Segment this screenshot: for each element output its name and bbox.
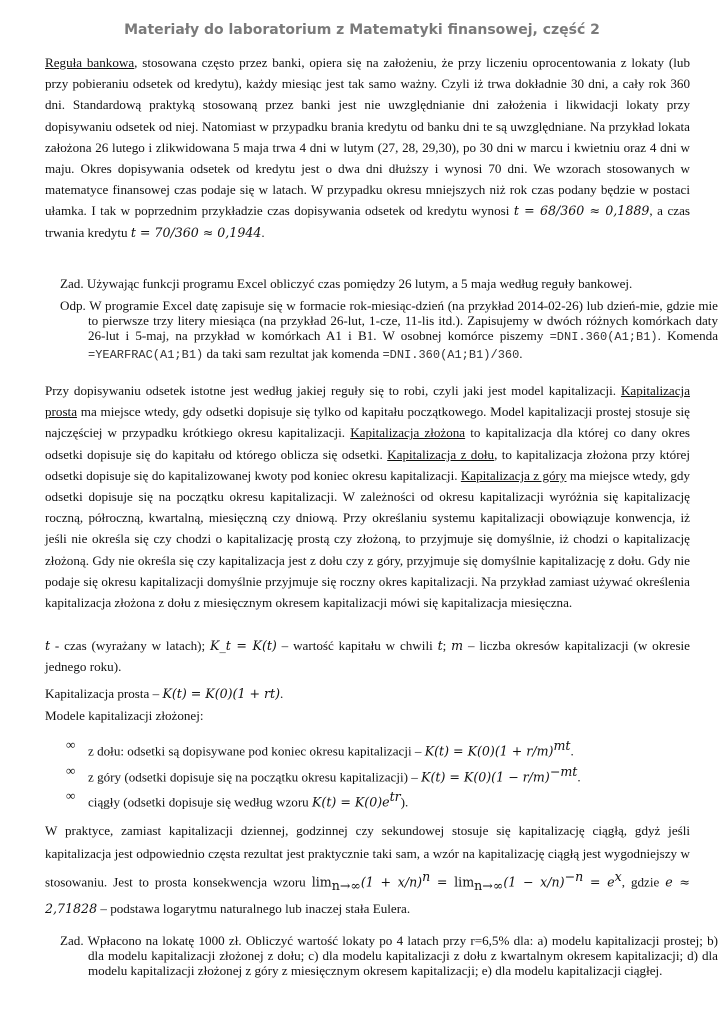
math-loan-time: t = 68/360 ≈ 0,1889 [513, 203, 650, 219]
math-formula: K(t) = K(0)e [312, 794, 390, 810]
text-fragment: W praktyce, zamiast kapitalizacji dziennej, godzinnej czy sekundowej stosuje się kapitalizację ciągłą, gdyż jeśli kapitalizacja jest odpowiednio częsta rezultat jest praktycznie taki sam, a wzór na kapitalizację ciągłą jest wygodniejszy w stosowaniu. Jest to prosta konsekwencja wzoru [45, 823, 690, 890]
bullet-continuous [88, 788, 688, 810]
math-credit-time: t = 70/360 ≈ 0,1944 [130, 224, 262, 240]
math-kt: K_t = K(t) [210, 638, 277, 653]
math-lim-sub: n→∞ [474, 877, 504, 893]
math-exponent: −mt [549, 764, 578, 779]
paragraph-continuous [45, 819, 690, 920]
math-lim-sub: n→∞ [331, 877, 361, 893]
bullet-symbol: ∞ [66, 737, 76, 752]
text-fragment: Przy dopisywaniu odsetek istotne jest według jakiej reguły się to robi, czyli jaki jest model kapitalizacji. [45, 383, 621, 398]
text-fragment: . Komenda [657, 328, 719, 344]
term-capitalization-top: Kapitalizacja z góry [460, 467, 567, 483]
math-m: m [451, 638, 464, 653]
math-eq: = e [583, 874, 615, 890]
bullet-symbol: ∞ [66, 763, 76, 778]
definitions [45, 635, 690, 677]
math-simple: K(t) = K(0)(1 + rt) [162, 686, 281, 701]
math-formula: K(t) = K(0)(1 − r/m) [421, 769, 550, 785]
text-fragment: , to kapitalizacja złożona przy której odsetki dopisuje się do kapitalizowanej kwoty pod koniec okresu kapitalizacji. [45, 446, 691, 483]
math-formula: K(t) = K(0)(1 + r/m) [424, 743, 554, 759]
text-fragment: – wartość kapitału w chwili [276, 638, 438, 653]
paragraph-bank-rule [45, 52, 690, 243]
bullet-symbol: ∞ [66, 788, 76, 803]
text-fragment: to kapitalizacja dla której co dany okres odsetki dopisuje się do kapitału od którego oblicza się odsetki. [45, 425, 690, 462]
code-yearfrac: =YEARFRAC(A1;B1) [88, 347, 204, 362]
simple-capitalization-formula [45, 683, 690, 704]
exercise-2: Zad. Wpłacono na lokatę 1000 zł. Obliczyć wartość lokaty po 4 latach przy r=6,5% dla: a) modelu kapitalizacji prostej; b) dla modelu kapitalizacji złożonej z dołu; c) dla modelu kapitalizacji z dołu z kwartalnym okresem kapitalizacji; d) dla modelu kapitalizacji złożonej z góry z miesięcznym okresem kapitalizacji; e) dla modelu kapitalizacji ciągłej. [60, 933, 718, 979]
text-fragment: - czas (wyrażany w latach); [50, 638, 211, 653]
exercise-1: Zad. Używając funkcji programu Excel obliczyć czas pomiędzy 26 lutym, a 5 maja według reguły bankowej. [60, 276, 633, 291]
answer-1 [60, 298, 718, 363]
text-fragment: ; [442, 638, 452, 653]
models-label: Modele kapitalizacji złożonej: [45, 708, 204, 723]
text-fragment: , a czas trwania kredytu [45, 203, 690, 240]
text-fragment: , gdzie [621, 874, 666, 890]
text-fragment: ). [400, 794, 409, 810]
math-t: t [45, 638, 51, 653]
term-compound-capitalization: Kapitalizacja złożona [350, 425, 466, 441]
term-simple-capitalization: Kapitalizacja prosta [45, 383, 690, 420]
term-bank-rule: Reguła bankowa [45, 55, 135, 70]
code-dni360-div: =DNI.360(A1;B1)/360 [382, 347, 520, 362]
paragraph-capitalization [45, 380, 690, 613]
bullet-compound-top [88, 763, 688, 785]
text-fragment: z dołu: odsetki są dopisywane pod koniec okresu kapitalizacji – [88, 743, 425, 759]
text-fragment: . [261, 224, 265, 240]
math-lim: lim [454, 874, 475, 890]
text-fragment: ma miejsce wtedy, gdy odsetki dopisuje się tylko od kapitału początkowego. Model kapitalizacji prostej stosuje się najczęściej w przypadku krótkiego okresu kapitalizacji. [45, 404, 690, 441]
bank-rule-text: , stosowana często przez banki, opiera się na założeniu, że przy liczeniu oprocentowania z lokaty (lub przy pobieraniu odsetek od kredytu), każdy miesiąc jest tak samo ważny. Czyli iż trwa dokładnie 30 dni, a cały rok 360 dni. Standardową praktyką stosowaną przez banki jest nie uwzględnianie dni założenia i likwidacji lokaty przy dopisywaniu odsetek od niej. Natomiast w przypadku brania kredytu od banku dni te są uwzględniane. Na przykład lokata założona 26 lutego i zlikwidowana 5 maja trwa 4 dni w lutym (27, 28, 29,30), po 30 dni w marcu i kwietniu oraz 4 dni w maju. Okres dopisywania odsetek od kredytu jest o dwa dni dłuższy i wynosi 70 dni. We wzorach stosowanych w matematyce finansowej czas podaje się w latach. W przypadku okresu mniejszych niż rok czas podany będzie w postaci ułamka. I tak w poprzednim przykładzie czas dopisywania odsetek od kredytu wynosi [45, 55, 690, 219]
math-exponent: −n [564, 869, 584, 884]
text-fragment: Kapitalizacja prosta – [45, 686, 163, 701]
math-exponent: n [422, 869, 431, 884]
text-fragment: . [519, 345, 523, 361]
code-dni360: =DNI.360(A1;B1) [549, 330, 658, 345]
math-euler: e ≈ 2,71828 [45, 874, 690, 916]
text-fragment: . [280, 686, 284, 701]
math-expr: (1 − x/n) [503, 874, 565, 890]
math-exponent: mt [553, 738, 571, 753]
math-lim: lim [311, 874, 332, 890]
bullet-compound-bottom [88, 737, 688, 759]
text-fragment: ciągły (odsetki dopisuje się według wzoru [88, 794, 313, 810]
math-t: t [437, 638, 443, 653]
math-expr: (1 + x/n) [360, 874, 423, 890]
text-fragment: . [570, 743, 574, 759]
page-title: Materiały do laboratorium z Matematyki finansowej, część 2 [124, 22, 600, 38]
math-exponent: x [614, 869, 622, 884]
text-fragment: – podstawa logarytmu naturalnego lub inaczej stała Eulera. [97, 900, 411, 916]
text-fragment: – liczba okresów kapitalizacji (w okresie jednego roku). [45, 638, 690, 675]
text-fragment: da taki sam rezultat jak komenda [203, 345, 383, 361]
term-capitalization-bottom: Kapitalizacja z dołu [387, 446, 495, 462]
math-eq: = [430, 874, 455, 890]
answer-text: Odp. W programie Excel datę zapisuje się w formacie rok-miesiąc-dzień (na przykład 2014-02-26) lub dzień-mie, gdzie mie to pierwsze trzy litery miesiąca (na przykład 26-lut, 1-cze, 11-lis itd.). Zapisujemy w dwóch różnych komórkach daty 26-lut i 5-maj, na przykład w komórkach A1 i B1. W osobnej komórce piszemy [60, 298, 718, 344]
text-fragment: z góry (odsetki dopisuje się na początku okresu kapitalizacji) – [88, 769, 422, 785]
math-exponent: tr [389, 789, 401, 804]
text-fragment: . [577, 769, 581, 785]
text-fragment: ma miejsce wtedy, gdy odsetki dopisuje się na początku okresu kapitalizacji. W zależności od okresu kapitalizacji wyróżnia się kapitalizację roczną, półroczną, kwartalną, miesięczną czy dniową. Przy określaniu systemu kapitalizacji obowiązuje konwencja, iż jeśli nie określa się czy chodzi o kapitalizację prostą czy złożoną, to przyjmuje się domyślnie, iż chodzi o kapitalizację złożoną. Gdy nie określa się czy kapitalizacja jest z dołu czy z góry, przyjmuje się domyślnie kapitalizację z dołu. Gdy nie podaje się okresu kapitalizacji domyślnie przyjmuje się roczny okres kapitalizacji. Na przykład zamiast używać określenia kapitalizacja złożona z dołu z miesięcznym okresem kapitalizacji mówi się kapitalizacja miesięczna. [45, 467, 690, 611]
